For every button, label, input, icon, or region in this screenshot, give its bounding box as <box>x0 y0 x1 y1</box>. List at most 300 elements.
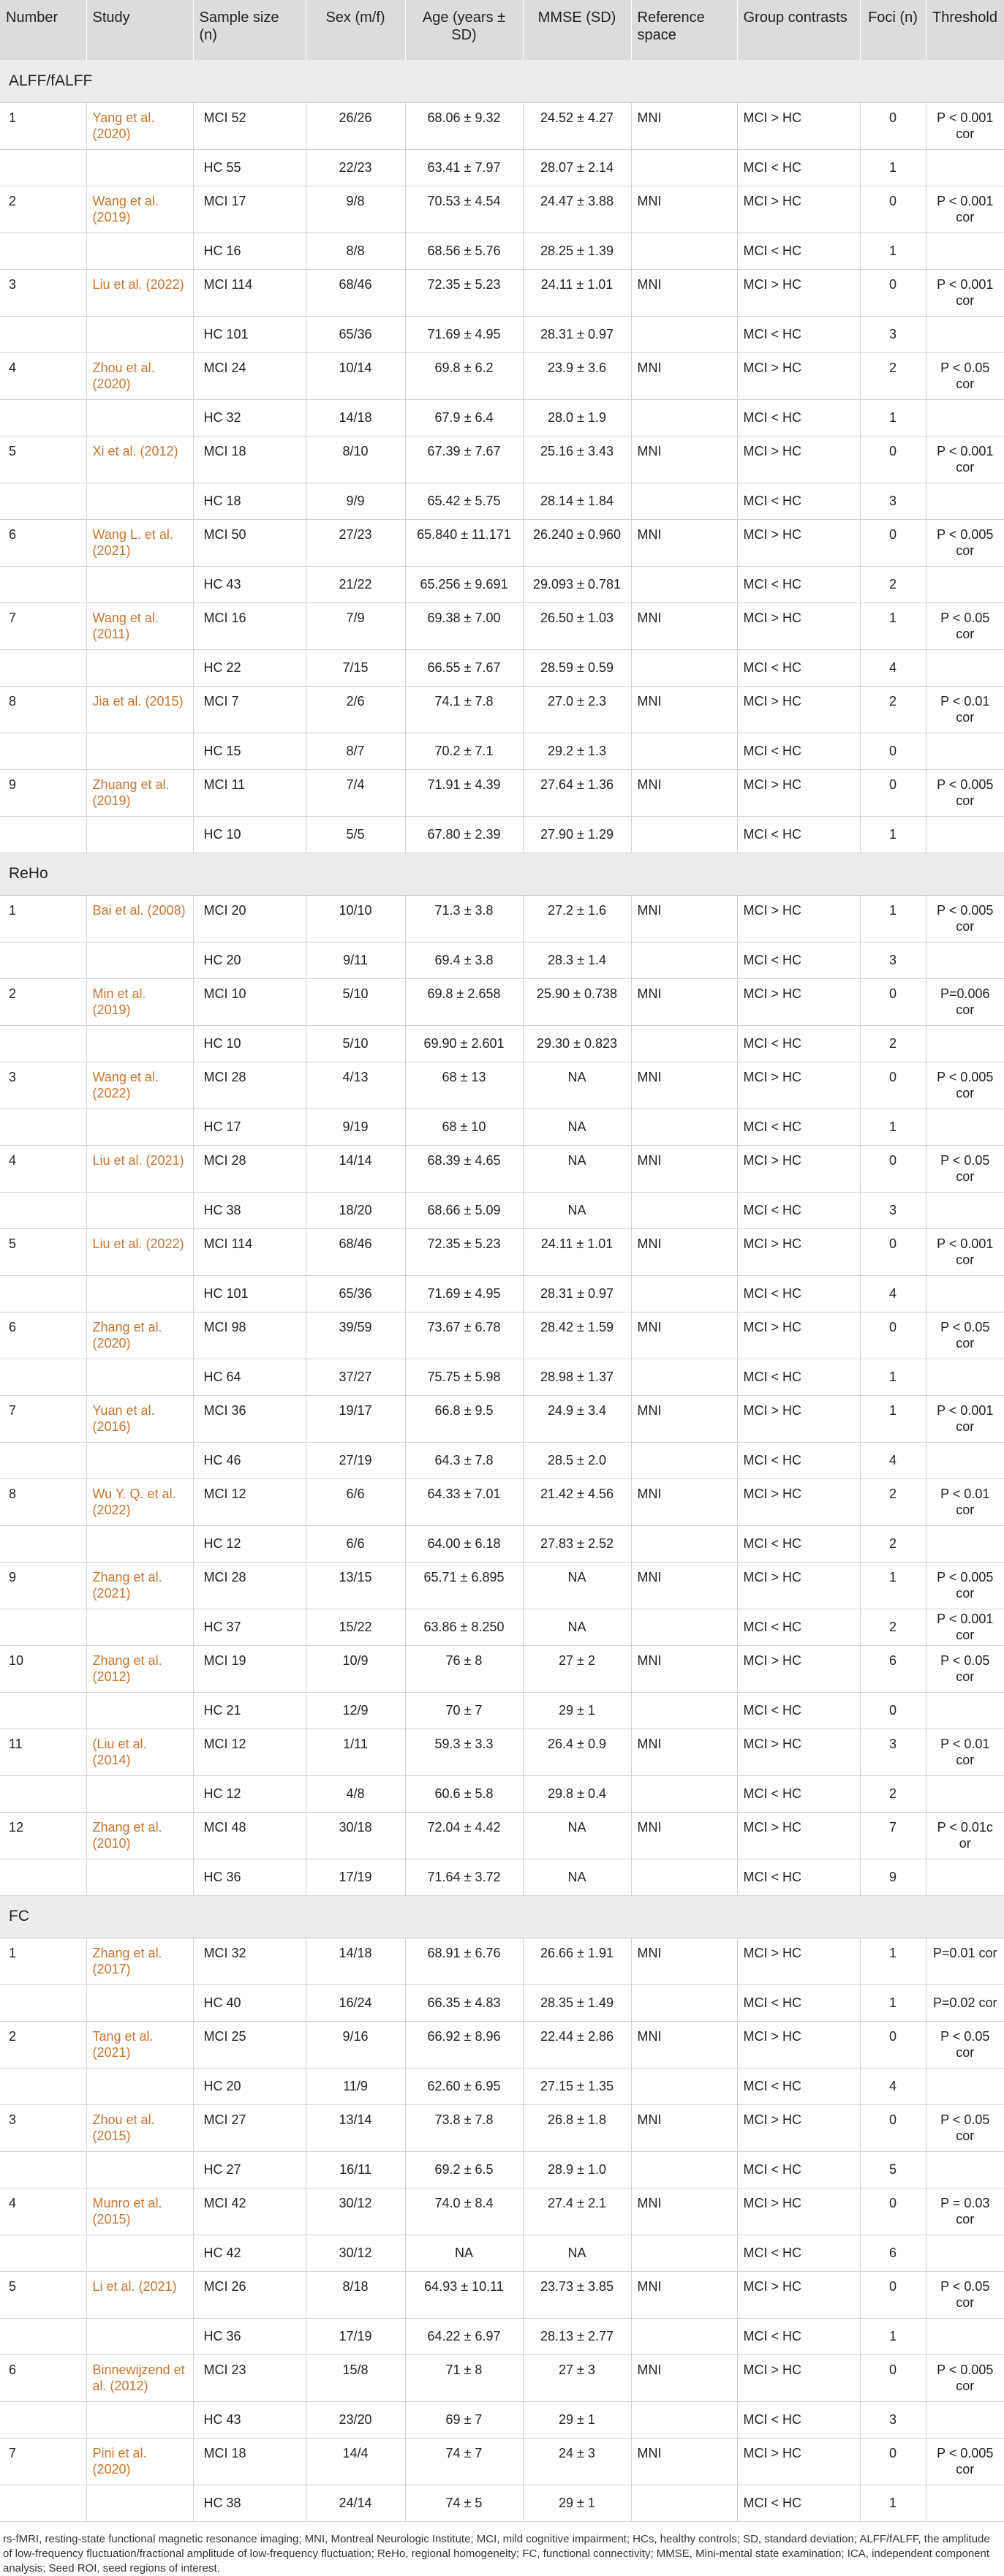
sample-size-cell: HC 101 <box>193 1275 306 1312</box>
group-contrast-cell: MCI > HC <box>737 102 860 149</box>
study-number: 1 <box>0 895 86 942</box>
reference-space-empty <box>631 2068 737 2104</box>
reference-space-cell: MNI <box>631 436 737 483</box>
group-contrast-cell: MCI < HC <box>737 399 860 436</box>
age-cell: 72.35 ± 5.23 <box>405 1228 523 1275</box>
threshold-cell: P < 0.05 cor <box>926 352 1004 399</box>
reference-space-cell: MNI <box>631 978 737 1025</box>
reference-space-empty <box>631 2235 737 2271</box>
threshold-cell <box>926 399 1004 436</box>
mmse-cell: 24.47 ± 3.88 <box>523 186 631 233</box>
study-number: 6 <box>0 1312 86 1359</box>
study-number: 2 <box>0 2021 86 2068</box>
age-cell: 67.39 ± 7.67 <box>405 436 523 483</box>
foci-cell: 3 <box>860 2401 926 2438</box>
sex-cell: 65/36 <box>306 316 405 352</box>
sample-size-cell: HC 10 <box>193 1025 306 1062</box>
sample-size-cell: HC 10 <box>193 816 306 853</box>
study-citation-empty <box>86 566 193 603</box>
foci-cell: 6 <box>860 1645 926 1692</box>
threshold-cell: P < 0.01 cor <box>926 1729 1004 1775</box>
reference-space-empty <box>631 1775 737 1812</box>
mmse-cell: NA <box>523 1192 631 1228</box>
study-citation-empty <box>86 2151 193 2188</box>
age-cell: 70 ± 7 <box>405 1692 523 1729</box>
study-number-empty <box>0 483 86 519</box>
table-row <box>0 2318 1004 2354</box>
sex-cell: 24/14 <box>306 2485 405 2521</box>
age-cell: NA <box>405 2235 523 2271</box>
sample-size-cell: MCI 17 <box>193 186 306 233</box>
sex-cell: 9/11 <box>306 942 405 978</box>
sex-cell: 14/14 <box>306 1145 405 1192</box>
table-row <box>0 603 1004 649</box>
table-row <box>0 1395 1004 1442</box>
threshold-cell: P < 0.05 cor <box>926 603 1004 649</box>
study-citation-link[interactable]: Wang et al. (2011) <box>86 603 193 649</box>
study-citation-link[interactable]: Zhou et al. (2015) <box>86 2104 193 2151</box>
table-row <box>0 1812 1004 1859</box>
sex-cell: 15/22 <box>306 1609 405 1645</box>
foci-cell: 6 <box>860 2235 926 2271</box>
table-row <box>0 2235 1004 2271</box>
mmse-cell: 24.11 ± 1.01 <box>523 269 631 316</box>
study-number-empty <box>0 1775 86 1812</box>
reference-space-cell: MNI <box>631 1062 737 1108</box>
foci-cell: 4 <box>860 1275 926 1312</box>
sample-size-cell: HC 12 <box>193 1525 306 1562</box>
foci-cell: 0 <box>860 1692 926 1729</box>
threshold-cell: P=0.01 cor <box>926 1938 1004 1984</box>
study-number-empty <box>0 2068 86 2104</box>
sex-cell: 7/15 <box>306 649 405 686</box>
study-number: 5 <box>0 436 86 483</box>
threshold-cell <box>926 942 1004 978</box>
sex-cell: 2/6 <box>306 686 405 733</box>
study-citation-link[interactable]: Zhang et al. (2021) <box>86 1562 193 1609</box>
table-row <box>0 1562 1004 1609</box>
study-number-empty <box>0 1984 86 2021</box>
study-citation-link[interactable]: Munro et al. (2015) <box>86 2188 193 2235</box>
foci-cell: 1 <box>860 1395 926 1442</box>
study-citation-link[interactable]: Zhang et al. (2017) <box>86 1938 193 1984</box>
study-citation-link[interactable]: Wang et al. (2019) <box>86 186 193 233</box>
sex-cell: 21/22 <box>306 566 405 603</box>
group-contrast-cell: MCI < HC <box>737 1359 860 1395</box>
study-number: 8 <box>0 1478 86 1525</box>
age-cell: 72.35 ± 5.23 <box>405 269 523 316</box>
age-cell: 64.93 ± 10.11 <box>405 2271 523 2318</box>
study-citation-empty <box>86 816 193 853</box>
threshold-cell: P < 0.01 cor <box>926 686 1004 733</box>
group-contrast-cell: MCI < HC <box>737 2151 860 2188</box>
sample-size-cell: HC 22 <box>193 649 306 686</box>
age-cell: 75.75 ± 5.98 <box>405 1359 523 1395</box>
reference-space-empty <box>631 1859 737 1895</box>
threshold-cell: P < 0.005 cor <box>926 2438 1004 2485</box>
threshold-cell <box>926 1859 1004 1895</box>
table-row <box>0 1692 1004 1729</box>
group-contrast-cell: MCI < HC <box>737 2235 860 2271</box>
reference-space-cell: MNI <box>631 1645 737 1692</box>
study-citation-link[interactable]: Jia et al. (2015) <box>86 686 193 733</box>
table-footnote: rs-fMRI, resting-state functional magnetic resonance imaging; MNI, Montreal Neurologic Institute; MCI, mild cognitive impairment; HCs, healthy controls; SD, standard deviation; ALFF/fALFF, the amplitude of low-frequency fluctuation/fractional amplitude of low-frequency fluctuation; ReHo, regional homogeneity; FC, functional connectivity; MMSE, Mini-mental state examination; ICA, independent component analysis; Seed ROI, seed regions of interest. <box>3 2532 990 2575</box>
sex-cell: 27/23 <box>306 519 405 566</box>
study-citation-link[interactable]: Liu et al. (2021) <box>86 1145 193 1192</box>
foci-cell: 0 <box>860 2188 926 2235</box>
threshold-cell <box>926 2235 1004 2271</box>
sample-size-cell: HC 64 <box>193 1359 306 1395</box>
group-contrast-cell: MCI > HC <box>737 1729 860 1775</box>
study-citation-link[interactable]: Binnewijzend et al. (2012) <box>86 2354 193 2401</box>
group-contrast-cell: MCI > HC <box>737 1062 860 1108</box>
group-contrast-cell: MCI < HC <box>737 1775 860 1812</box>
age-cell: 69.38 ± 7.00 <box>405 603 523 649</box>
mmse-cell: NA <box>523 1812 631 1859</box>
study-number: 5 <box>0 1228 86 1275</box>
threshold-cell: P < 0.005 cor <box>926 519 1004 566</box>
sex-cell: 14/18 <box>306 1938 405 1984</box>
section-title: ALFF/fALFF <box>0 60 1004 102</box>
sex-cell: 22/23 <box>306 149 405 186</box>
reference-space-cell: MNI <box>631 1562 737 1609</box>
foci-cell: 0 <box>860 978 926 1025</box>
study-number: 7 <box>0 2438 86 2485</box>
study-citation-link[interactable]: Zhou et al. (2020) <box>86 352 193 399</box>
sex-cell: 19/17 <box>306 1395 405 1442</box>
threshold-cell: P < 0.01 cor <box>926 1478 1004 1525</box>
header-age: Age (years ± SD) <box>405 0 523 60</box>
age-cell: 71.91 ± 4.39 <box>405 769 523 816</box>
study-number: 4 <box>0 2188 86 2235</box>
sex-cell: 10/9 <box>306 1645 405 1692</box>
sample-size-cell: HC 42 <box>193 2235 306 2271</box>
reference-space-cell: MNI <box>631 1729 737 1775</box>
table-row <box>0 1359 1004 1395</box>
foci-cell: 0 <box>860 769 926 816</box>
threshold-cell <box>926 483 1004 519</box>
foci-cell: 0 <box>860 2438 926 2485</box>
sample-size-cell: MCI 98 <box>193 1312 306 1359</box>
age-cell: 73.67 ± 6.78 <box>405 1312 523 1359</box>
threshold-cell <box>926 1775 1004 1812</box>
table-row <box>0 269 1004 316</box>
reference-space-empty <box>631 399 737 436</box>
study-number: 9 <box>0 1562 86 1609</box>
sex-cell: 30/12 <box>306 2235 405 2271</box>
sample-size-cell: HC 18 <box>193 483 306 519</box>
group-contrast-cell: MCI > HC <box>737 2271 860 2318</box>
threshold-cell: P = 0.03 cor <box>926 2188 1004 2235</box>
foci-cell: 5 <box>860 2151 926 2188</box>
sample-size-cell: HC 43 <box>193 2401 306 2438</box>
study-number: 4 <box>0 1145 86 1192</box>
table-row <box>0 1938 1004 1984</box>
threshold-cell <box>926 1108 1004 1145</box>
sex-cell: 4/13 <box>306 1062 405 1108</box>
foci-cell: 4 <box>860 1442 926 1478</box>
reference-space-empty <box>631 1442 737 1478</box>
reference-space-empty <box>631 2485 737 2521</box>
foci-cell: 3 <box>860 942 926 978</box>
group-contrast-cell: MCI < HC <box>737 2318 860 2354</box>
sex-cell: 13/14 <box>306 2104 405 2151</box>
section-header-row <box>0 853 1004 895</box>
study-citation-link[interactable]: Liu et al. (2022) <box>86 1228 193 1275</box>
threshold-cell <box>926 649 1004 686</box>
header-number: Number <box>0 0 86 60</box>
sample-size-cell: MCI 7 <box>193 686 306 733</box>
sex-cell: 8/18 <box>306 2271 405 2318</box>
study-number: 6 <box>0 519 86 566</box>
threshold-cell: P < 0.005 cor <box>926 2354 1004 2401</box>
sex-cell: 14/18 <box>306 399 405 436</box>
mmse-cell: 27.90 ± 1.29 <box>523 816 631 853</box>
study-citation-link[interactable]: Zhuang et al. (2019) <box>86 769 193 816</box>
threshold-cell <box>926 1025 1004 1062</box>
age-cell: 62.60 ± 6.95 <box>405 2068 523 2104</box>
table-row <box>0 2401 1004 2438</box>
reference-space-empty <box>631 149 737 186</box>
age-cell: 68.91 ± 6.76 <box>405 1938 523 1984</box>
threshold-cell <box>926 566 1004 603</box>
study-citation-empty <box>86 2068 193 2104</box>
reference-space-empty <box>631 1984 737 2021</box>
group-contrast-cell: MCI < HC <box>737 2401 860 2438</box>
mmse-cell: 29.30 ± 0.823 <box>523 1025 631 1062</box>
study-citation-link[interactable]: Wang et al. (2022) <box>86 1062 193 1108</box>
study-number: 8 <box>0 686 86 733</box>
sex-cell: 65/36 <box>306 1275 405 1312</box>
sample-size-cell: HC 20 <box>193 2068 306 2104</box>
sex-cell: 68/46 <box>306 1228 405 1275</box>
study-citation-link[interactable]: Zhang et al. (2012) <box>86 1645 193 1692</box>
threshold-cell: P < 0.005 cor <box>926 1562 1004 1609</box>
reference-space-empty <box>631 1025 737 1062</box>
header-reference-space: Reference space <box>631 0 737 60</box>
study-number: 3 <box>0 269 86 316</box>
study-citation-link[interactable]: Min et al. (2019) <box>86 978 193 1025</box>
group-contrast-cell: MCI < HC <box>737 649 860 686</box>
foci-cell: 0 <box>860 733 926 769</box>
table-row <box>0 2188 1004 2235</box>
reference-space-cell: MNI <box>631 2354 737 2401</box>
reference-space-cell: MNI <box>631 1478 737 1525</box>
threshold-cell <box>926 733 1004 769</box>
sex-cell: 11/9 <box>306 2068 405 2104</box>
mmse-cell: 22.44 ± 2.86 <box>523 2021 631 2068</box>
study-citation-link[interactable]: Yuan et al. (2016) <box>86 1395 193 1442</box>
table-row <box>0 483 1004 519</box>
sample-size-cell: HC 15 <box>193 733 306 769</box>
sample-size-cell: MCI 28 <box>193 1062 306 1108</box>
foci-cell: 1 <box>860 1359 926 1395</box>
mmse-cell: 27.15 ± 1.35 <box>523 2068 631 2104</box>
sample-size-cell: MCI 11 <box>193 769 306 816</box>
threshold-cell: P < 0.05 cor <box>926 2104 1004 2151</box>
study-citation-link[interactable]: Li et al. (2021) <box>86 2271 193 2318</box>
reference-space-cell: MNI <box>631 2188 737 2235</box>
reference-space-empty <box>631 733 737 769</box>
foci-cell: 1 <box>860 816 926 853</box>
table-row <box>0 1609 1004 1645</box>
study-citation-link[interactable]: Wang L. et al. (2021) <box>86 519 193 566</box>
study-citation-empty <box>86 2235 193 2271</box>
study-citation-empty <box>86 2485 193 2521</box>
study-citation-empty <box>86 1359 193 1395</box>
section-header-row <box>0 60 1004 102</box>
mmse-cell: 29 ± 1 <box>523 1692 631 1729</box>
study-number: 11 <box>0 1729 86 1775</box>
study-number-empty <box>0 2401 86 2438</box>
study-citation-link[interactable]: Liu et al. (2022) <box>86 269 193 316</box>
study-citation-link[interactable]: Zhang et al. (2010) <box>86 1812 193 1859</box>
sex-cell: 39/59 <box>306 1312 405 1359</box>
group-contrast-cell: MCI > HC <box>737 686 860 733</box>
study-citation-link[interactable]: (Liu et al. (2014) <box>86 1729 193 1775</box>
table-row <box>0 1984 1004 2021</box>
reference-space-cell: MNI <box>631 1145 737 1192</box>
study-number-empty <box>0 1192 86 1228</box>
study-number-empty <box>0 1525 86 1562</box>
table-row <box>0 1775 1004 1812</box>
group-contrast-cell: MCI < HC <box>737 2485 860 2521</box>
foci-cell: 1 <box>860 2318 926 2354</box>
study-citation-link[interactable]: Bai et al. (2008) <box>86 895 193 942</box>
threshold-cell: P < 0.05 cor <box>926 1312 1004 1359</box>
mmse-cell: 26.240 ± 0.960 <box>523 519 631 566</box>
reference-space-cell: MNI <box>631 102 737 149</box>
sex-cell: 4/8 <box>306 1775 405 1812</box>
age-cell: 71.69 ± 4.95 <box>405 316 523 352</box>
threshold-cell: P < 0.05 cor <box>926 2021 1004 2068</box>
sex-cell: 18/20 <box>306 1192 405 1228</box>
group-contrast-cell: MCI < HC <box>737 566 860 603</box>
group-contrast-cell: MCI > HC <box>737 895 860 942</box>
table-row <box>0 1645 1004 1692</box>
reference-space-cell: MNI <box>631 186 737 233</box>
sex-cell: 17/19 <box>306 1859 405 1895</box>
age-cell: 65.71 ± 6.895 <box>405 1562 523 1609</box>
study-number-empty <box>0 1359 86 1395</box>
reference-space-cell: MNI <box>631 352 737 399</box>
study-citation-empty <box>86 2401 193 2438</box>
study-number: 5 <box>0 2271 86 2318</box>
study-number: 2 <box>0 978 86 1025</box>
reference-space-empty <box>631 1692 737 1729</box>
study-citation-link[interactable]: Xi et al. (2012) <box>86 436 193 483</box>
age-cell: 67.80 ± 2.39 <box>405 816 523 853</box>
group-contrast-cell: MCI > HC <box>737 519 860 566</box>
group-contrast-cell: MCI > HC <box>737 352 860 399</box>
header-sex: Sex (m/f) <box>306 0 405 60</box>
sample-size-cell: MCI 16 <box>193 603 306 649</box>
sex-cell: 9/16 <box>306 2021 405 2068</box>
study-citation-link[interactable]: Yang et al. (2020) <box>86 102 193 149</box>
age-cell: 74.0 ± 8.4 <box>405 2188 523 2235</box>
study-citation-link[interactable]: Tang et al. (2021) <box>86 2021 193 2068</box>
study-number-empty <box>0 2485 86 2521</box>
sample-size-cell: HC 21 <box>193 1692 306 1729</box>
age-cell: 59.3 ± 3.3 <box>405 1729 523 1775</box>
table-row <box>0 649 1004 686</box>
sex-cell: 12/9 <box>306 1692 405 1729</box>
age-cell: 74 ± 5 <box>405 2485 523 2521</box>
group-contrast-cell: MCI > HC <box>737 1645 860 1692</box>
foci-cell: 0 <box>860 2354 926 2401</box>
mmse-cell: 28.9 ± 1.0 <box>523 2151 631 2188</box>
reference-space-empty <box>631 2318 737 2354</box>
sample-size-cell: MCI 42 <box>193 2188 306 2235</box>
study-number: 3 <box>0 1062 86 1108</box>
header-foci: Foci (n) <box>860 0 926 60</box>
table-row <box>0 1525 1004 1562</box>
sample-size-cell: HC 40 <box>193 1984 306 2021</box>
foci-cell: 1 <box>860 603 926 649</box>
reference-space-cell: MNI <box>631 2271 737 2318</box>
mmse-cell: NA <box>523 1859 631 1895</box>
sex-cell: 5/10 <box>306 1025 405 1062</box>
study-number-empty <box>0 733 86 769</box>
table-row <box>0 566 1004 603</box>
foci-cell: 3 <box>860 316 926 352</box>
table-row <box>0 149 1004 186</box>
table-row <box>0 816 1004 853</box>
table-row <box>0 2438 1004 2485</box>
sex-cell: 8/10 <box>306 436 405 483</box>
sex-cell: 10/14 <box>306 352 405 399</box>
age-cell: 67.9 ± 6.4 <box>405 399 523 436</box>
threshold-cell <box>926 816 1004 853</box>
sample-size-cell: HC 101 <box>193 316 306 352</box>
study-citation-link[interactable]: Zhang et al. (2020) <box>86 1312 193 1359</box>
mmse-cell: 27.2 ± 1.6 <box>523 895 631 942</box>
sample-size-cell: MCI 28 <box>193 1145 306 1192</box>
age-cell: 66.8 ± 9.5 <box>405 1395 523 1442</box>
mmse-cell: 26.4 ± 0.9 <box>523 1729 631 1775</box>
mmse-cell: 28.31 ± 0.97 <box>523 1275 631 1312</box>
sex-cell: 68/46 <box>306 269 405 316</box>
group-contrast-cell: MCI < HC <box>737 1275 860 1312</box>
table-row <box>0 436 1004 483</box>
reference-space-cell: MNI <box>631 2438 737 2485</box>
sex-cell: 1/11 <box>306 1729 405 1775</box>
mmse-cell: 28.07 ± 2.14 <box>523 149 631 186</box>
study-number-empty <box>0 816 86 853</box>
group-contrast-cell: MCI < HC <box>737 233 860 269</box>
sample-size-cell: MCI 52 <box>193 102 306 149</box>
study-citation-empty <box>86 1609 193 1645</box>
reference-space-empty <box>631 566 737 603</box>
section-title: FC <box>0 1895 1004 1938</box>
study-citation-empty <box>86 1192 193 1228</box>
table-row <box>0 2021 1004 2068</box>
age-cell: 72.04 ± 4.42 <box>405 1812 523 1859</box>
reference-space-empty <box>631 1192 737 1228</box>
study-number: 10 <box>0 1645 86 1692</box>
age-cell: 64.00 ± 6.18 <box>405 1525 523 1562</box>
sex-cell: 5/5 <box>306 816 405 853</box>
age-cell: 65.256 ± 9.691 <box>405 566 523 603</box>
sex-cell: 8/8 <box>306 233 405 269</box>
group-contrast-cell: MCI < HC <box>737 2068 860 2104</box>
sample-size-cell: HC 38 <box>193 2485 306 2521</box>
study-citation-link[interactable]: Wu Y. Q. et al. (2022) <box>86 1478 193 1525</box>
mmse-cell: 26.8 ± 1.8 <box>523 2104 631 2151</box>
age-cell: 63.41 ± 7.97 <box>405 149 523 186</box>
study-citation-link[interactable]: Pini et al. (2020) <box>86 2438 193 2485</box>
mmse-cell: 24.11 ± 1.01 <box>523 1228 631 1275</box>
